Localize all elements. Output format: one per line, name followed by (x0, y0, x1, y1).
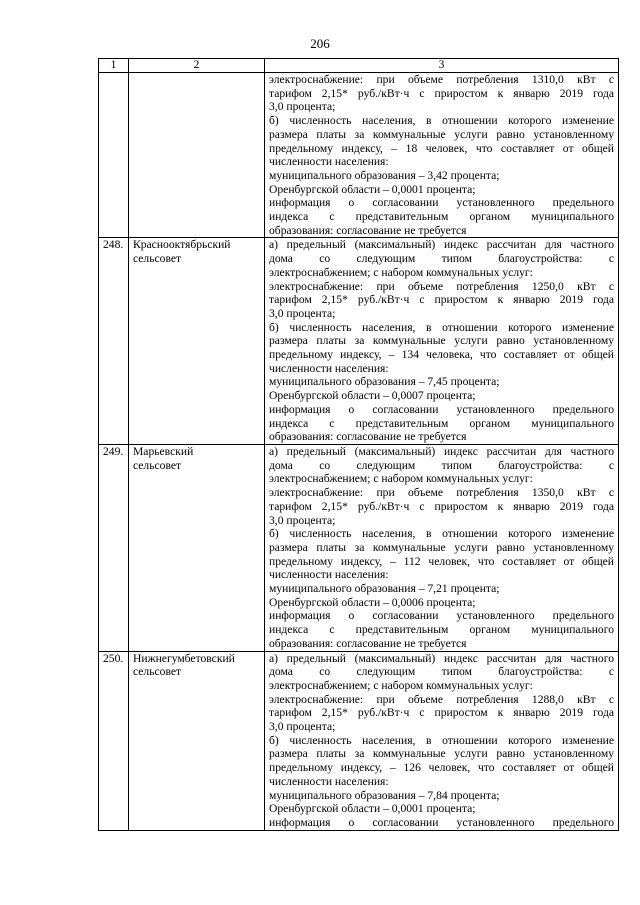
description-line: дома со следующим типом благоустройства: с (269, 252, 614, 266)
description-line: индекса с представительным органом муниципального (269, 416, 614, 430)
description-line: размера платы за коммунальные услуги равно установленному (269, 127, 614, 141)
description-line: тарифом 2,15* руб./кВт·ч с приростом к январю 2019 года (269, 86, 614, 100)
municipality-name-line: Марьевский (133, 444, 194, 458)
description-line: муниципального образования – 7,84 процента; (269, 788, 500, 802)
description-line: 3,0 процента; (269, 513, 336, 527)
description-line: а) предельный (максимальный) индекс рассчитан для частного (269, 651, 614, 665)
municipality-name (129, 651, 265, 830)
description-line: электроснабжение: при объеме потребления 1288,0 кВт с (269, 692, 614, 706)
description-line: б) численность населения, в отношении которого изменение (269, 527, 614, 541)
description-line: информация о согласовании установленного предельного (269, 196, 614, 210)
description-line: численности населения: (269, 568, 389, 582)
description-line: информация о согласовании установленного предельного (269, 402, 614, 416)
description-line: численности населения: (269, 774, 389, 788)
description-line: предельному индексу, – 112 человек, что составляет от общей (269, 554, 614, 568)
municipality-name-line: Краснооктябрьский (133, 238, 231, 252)
index-description (265, 73, 619, 238)
description-line: Оренбургской области – 0,0006 процента; (269, 595, 476, 609)
municipality-name-line: сельсовет (133, 665, 182, 679)
table-row (99, 238, 619, 445)
description-line: Оренбургской области – 0,0007 процента; (269, 389, 476, 403)
table-row (99, 444, 619, 651)
description-line: б) численность населения, в отношении которого изменение (269, 320, 614, 334)
description-line: муниципального образования – 3,42 процента; (269, 168, 500, 182)
description-line: электроснабжением; с набором коммунальных услуг: (269, 678, 533, 692)
description-line: численности населения: (269, 361, 389, 375)
description-line: индекса с представительным органом муниципального (269, 623, 614, 637)
row-number (99, 73, 129, 238)
index-table (98, 58, 619, 831)
row-number: 248. (99, 238, 129, 445)
description-line: размера платы за коммунальные услуги равно установленному (269, 747, 614, 761)
description-line: образования: согласование не требуется (269, 636, 467, 650)
table-body (99, 73, 619, 831)
table-row (99, 651, 619, 830)
description-line: предельному индексу, – 126 человек, что составляет от общей (269, 761, 614, 775)
description-line: информация о согласовании установленного предельного (269, 815, 614, 829)
description-line: 3,0 процента; (269, 306, 336, 320)
header-col-2: 2 (129, 59, 265, 73)
index-description (265, 238, 619, 445)
description-line: а) предельный (максимальный) индекс рассчитан для частного (269, 444, 614, 458)
description-line: размера платы за коммунальные услуги равно установленному (269, 540, 614, 554)
description-line: индекса с представительным органом муниципального (269, 210, 614, 224)
header-col-3: 3 (265, 59, 619, 73)
description-line: электроснабжением; с набором коммунальных услуг: (269, 472, 533, 486)
description-line: б) численность населения, в отношении которого изменение (269, 114, 614, 128)
municipality-name (129, 444, 265, 651)
description-line: 3,0 процента; (269, 100, 336, 114)
description-line: предельному индексу, – 18 человек, что составляет от общей (269, 141, 614, 155)
description-line: электроснабжение: при объеме потребления 1250,0 кВт с (269, 279, 614, 293)
description-line: Оренбургской области – 0,0001 процента; (269, 802, 476, 816)
description-line: а) предельный (максимальный) индекс рассчитан для частного (269, 238, 614, 252)
page-number: 206 (310, 36, 330, 51)
row-number: 250. (99, 651, 129, 830)
description-line: электроснабжение: при объеме потребления 1350,0 кВт с (269, 486, 614, 500)
municipality-name (129, 238, 265, 445)
index-description (265, 651, 619, 830)
index-description (265, 444, 619, 651)
description-line: тарифом 2,15* руб./кВт·ч с приростом к январю 2019 года (269, 706, 614, 720)
description-line: б) численность населения, в отношении которого изменение (269, 733, 614, 747)
description-line: дома со следующим типом благоустройства: с (269, 665, 614, 679)
description-line: муниципального образования – 7,21 процента; (269, 582, 500, 596)
row-number: 249. (99, 444, 129, 651)
description-line: тарифом 2,15* руб./кВт·ч с приростом к январю 2019 года (269, 293, 614, 307)
description-line: Оренбургской области – 0,0001 процента; (269, 182, 476, 196)
description-line: размера платы за коммунальные услуги равно установленному (269, 334, 614, 348)
municipality-name-line: Нижнегумбетовский (133, 651, 235, 665)
description-line: электроснабжением; с набором коммунальных услуг: (269, 265, 533, 279)
table-header-row (99, 59, 619, 73)
description-line: тарифом 2,15* руб./кВт·ч с приростом к январю 2019 года (269, 499, 614, 513)
description-line: образования: согласование не требуется (269, 430, 467, 444)
municipality-name (129, 73, 265, 238)
description-line: электроснабжение: при объеме потребления 1310,0 кВт с (269, 73, 614, 86)
table-row (99, 73, 619, 238)
municipality-name-line: сельсовет (133, 458, 182, 472)
description-line: информация о согласовании установленного предельного (269, 609, 614, 623)
description-line: муниципального образования – 7,45 процента; (269, 375, 500, 389)
header-col-1: 1 (99, 59, 129, 73)
description-line: предельному индексу, – 134 человека, что составляет от общей (269, 348, 614, 362)
description-line: 3,0 процента; (269, 720, 336, 734)
description-line: образования: согласование не требуется (269, 223, 467, 237)
description-line: дома со следующим типом благоустройства: с (269, 458, 614, 472)
description-line: численности населения: (269, 155, 389, 169)
municipality-name-line: сельсовет (133, 252, 182, 266)
